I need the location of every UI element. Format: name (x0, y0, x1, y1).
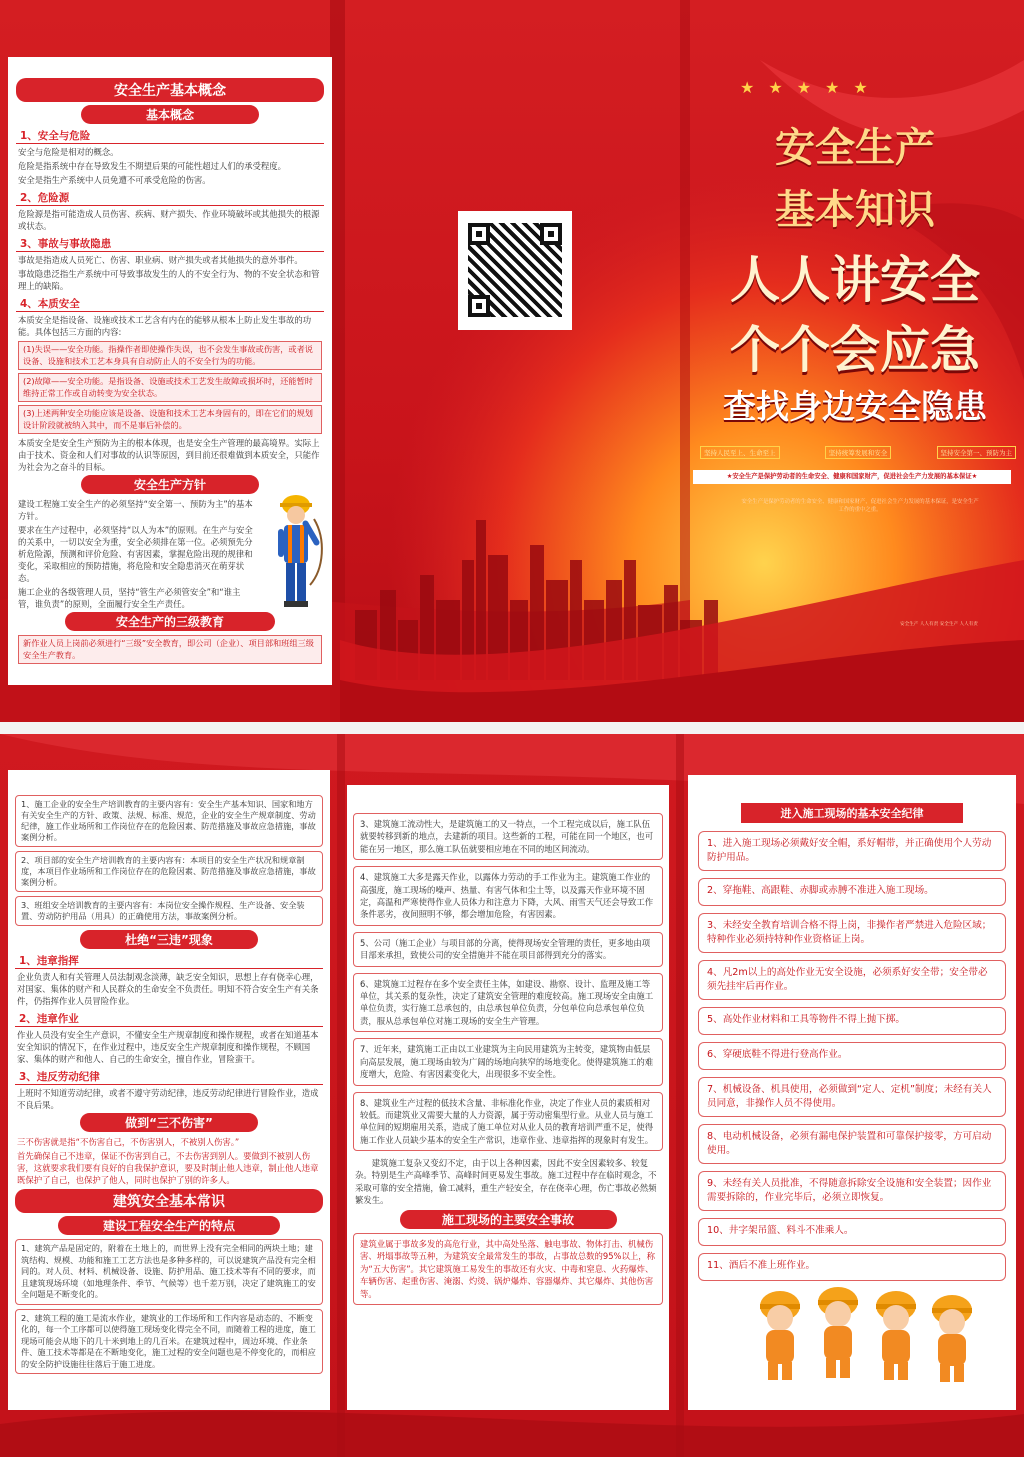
section-hazard-source: 2、危险源 (16, 190, 324, 206)
list-item: 3、班组安全培训教育的主要内容有：本岗位安全操作规程、生产设备、安全装置、劳动防护用品（用具）的正确使用方法，事故案例分析。 (15, 896, 323, 926)
three-no-harm-title: 做到“三不伤害” (80, 1113, 259, 1132)
text: 上班时不知道劳动纪律，或者不遵守劳动纪律，违反劳动纪律进行冒险作业，造成不良后果。 (17, 1088, 319, 1110)
concepts-title: 安全生产基本概念 (16, 78, 324, 102)
cover-title-line3: 人人讲安全 (730, 250, 980, 309)
cover-title-line5: 查找身边安全隐患 (723, 387, 987, 426)
list-item: 5、公司（施工企业）与项目部的分离，使得现场安全管理的责任，更多地由项目部来承担，致使公司的安全措施并不能在项目部得到充分的落实。 (353, 932, 663, 967)
text: 事故是指造成人员死亡、伤害、职业病、财产损失或者其他损失的意外事件。 (18, 255, 303, 265)
common-knowledge-title: 建筑安全基本常识 (15, 1189, 323, 1213)
education-box: 新作业人员上岗前必须进行“三级”安全教育，即公司（企业）、项目部和班组三级安全生产教育。 (18, 635, 322, 664)
rule-item: 10、井字架吊篮、料斗不准乘人。 (698, 1218, 1006, 1246)
text: 三不伤害就是指“不伤害自己，不伤害别人，不被别人伤害。” (17, 1137, 240, 1147)
rule-item: 6、穿硬底鞋不得进行登高作业。 (698, 1042, 1006, 1070)
note-box: (1)失误——安全功能。指操作者即使操作失误，也不会发生事故或伤害，或者说设备、设施和技术工艺本身具有自动防止人的不安全行为的功能。 (18, 341, 322, 370)
qr-finder-icon (468, 295, 490, 317)
training-panel (8, 770, 330, 1410)
list-item: 7、近年来，建筑施工正由以工业建筑为主向民用建筑为主转变，建筑物由低层向高层发展，施工现场由较为广阔的场地向狭窄的场地变化。使得建筑施工的难度增大，危险、有害因素变化大，出现很多不安全性。 (353, 1038, 663, 1085)
rule-item: 1、进入施工现场必须戴好安全帽，系好帽带，并正确使用个人劳动防护用品。 (698, 831, 1006, 871)
text: 事故隐患泛指生产系统中可导致事故发生的人的不安全行为、物的不安全状态和管理上的缺陷。 (18, 269, 320, 291)
section-accident-hazard: 3、事故与事故隐患 (16, 236, 324, 252)
rule-item: 5、高处作业材料和工具等物件不得上抛下掷。 (698, 1007, 1006, 1035)
list-item: 2、建筑工程的施工是流水作业，建筑业的工作场所和工作内容是动态的、不断变化的，每一个工序都可以使得施工现场变化得完全不同，而随着工程的进度，施工现场可能会从地下的几十米到地上的几百米。在建筑过程中，周边环境、作业条件、施工技术等都是在不断地变化，施工过程的安全问题也是不停变化的，而相应的安全防护设施往往落后于施工进度。 (15, 1309, 323, 1375)
section-safety-danger: 1、安全与危险 (16, 128, 324, 144)
section-intrinsic-safety: 4、本质安全 (16, 296, 324, 312)
text: 建设工程施工安全生产的必须坚持“安全第一、预防为主”的基本方针。 (18, 499, 253, 521)
cover-title-line4: 个个会应急 (730, 320, 980, 379)
rule-item: 3、未经安全教育培训合格不得上岗，非操作者严禁进入危险区域；特种作业必须持特种作业资格证上岗。 (698, 913, 1006, 953)
slogan: 坚持人民至上、生命至上 (700, 446, 780, 459)
text: 建筑施工复杂又变幻不定，由于以上各种因素，因此不安全因素较多、较复杂。特别是生产高峰季节、高峰时间更易发生事故。施工过程中存在临时观念，不采取可靠的安全措施，偷工减料，重生产轻安全，存在侥幸心理，伤亡事故必然频繁发生。 (355, 1158, 657, 1205)
cover-banner-bar: ★安全生产是保护劳动者的生命安全、健康和国家财产，促进社会生产力发展的基本保证★ (693, 470, 1011, 484)
qr-code-card (458, 211, 572, 330)
rule-item: 8、电动机械设备，必须有漏电保护装置和可靠保护接零，方可启动使用。 (698, 1124, 1006, 1164)
list-item: 2、项目部的安全生产培训教育的主要内容有：本项目的安全生产状况和规章制度，本项目作业场所和工作岗位存在的危险因素、防范措施及事故应急措施，事故案例分析。 (15, 851, 323, 892)
text: 首先确保自己不违章，保证不伤害到自己，不去伤害到别人。要做到不被别人伤害，这就要求我们要有良好的自我保护意识，要及时制止他人违章，制止他人违章既保护了自己，也保护了他人，同时也保护了别的许多人。 (17, 1151, 319, 1185)
list-item: 3、建筑施工流动性大，是建筑施工的又一特点，一个工程完成以后，施工队伍就要转移到新的地点，去建新的项目。这些新的工程，可能在同一个地区，也可能在另一地区，那么施工队伍就要相应地在不同的地区间流动。 (353, 813, 663, 860)
slogan: 坚持统筹发展和安全 (825, 446, 892, 459)
brochure-outer-side (0, 0, 1024, 722)
text: 要求在生产过程中，必须坚持“以人为本”的原则。在生产与安全的关系中，一切以安全为重，安全必须排在第一位。必须预先分析危险源，预测和评价危险、有害因素，掌握危险出现的规律和变化，采取相应的预防措施，将危险和安全隐患消灭在萌芽状态。 (18, 525, 253, 583)
list-item: 6、建筑施工过程存在多个安全责任主体，如建设、勘察、设计、监理及施工等单位，其关系的复杂性，决定了建筑安全管理的难度较高。施工现场安全由施工单位负责，实行施工总承包的，由总承包单位负责，分包单位向总承包单位负责，服从总承包单位对施工现场的安全生产管理。 (353, 973, 663, 1033)
list-item: 8、建筑业生产过程的低技术含量、非标准化作业，决定了作业人员的素质相对较低。而建筑业又需要大量的人力资源，属于劳动密集型行业。从业人员与施工单位间的短期雇用关系，造成了施工单位对从业人员的教育培训严重不足，使得施工作业人员缺少基本的安全生产常识，违章作业、违章指挥的现象时有发生。 (353, 1092, 663, 1152)
page-gap (0, 722, 1024, 734)
rule-item: 9、未经有关人员批准，不得随意拆除安全设施和安全装置；因作业需要拆除的，作业完毕后，必须立即恢复。 (698, 1171, 1006, 1211)
text: 本质安全是指设备、设施或技术工艺含有内在的能够从根本上防止发生事故的功能。具体包括三方面的内容: (18, 315, 312, 337)
rule-item: 4、凡2m以上的高处作业无安全设施，必须系好安全带；安全带必须先挂牢后再作业。 (698, 960, 1006, 1000)
cover-fine-print-corner: 安全生产 人人有责 安全生产 人人有责 (900, 622, 978, 627)
rule-item: 2、穿拖鞋、高跟鞋、赤脚或赤膊不准进入施工现场。 (698, 878, 1006, 906)
worker-illustration-icon (266, 489, 328, 615)
features-panel (347, 785, 669, 1410)
features-title: 建设工程安全生产的特点 (58, 1216, 280, 1235)
cover-title-line2: 基本知识 (775, 186, 935, 233)
list-item: 4、建筑施工大多是露天作业，以露体力劳动的手工作业为主。建筑施工作业的高强度，施工现场的噪声、热量、有害气体和尘土等，以及露天作业环境不固定，高温和严寒使得作业人员体力和注意力下降，大风、雨雪天气还会导致工作条件恶劣，夜间照明不够，都会增加危险，有害因素。 (353, 866, 663, 926)
safety-kids-illustration-icon (750, 1278, 990, 1388)
discipline-title: 进入施工现场的基本安全纪律 (741, 803, 963, 823)
qr-finder-icon (468, 223, 490, 245)
text: 危险是指系统中存在导致发生不期望后果的可能性超过人们的承受程度。 (18, 161, 286, 171)
section-title: 1、违章指挥 (15, 953, 323, 969)
section-title: 3、违反劳动纪律 (15, 1069, 323, 1085)
three-violations-title: 杜绝“三违”现象 (80, 930, 259, 949)
rule-item: 11、酒后不准上班作业。 (698, 1253, 1006, 1281)
cover-title-line1: 安全生产 (775, 124, 935, 171)
text: 危险源是指可能造成人员伤害、疾病、财产损失、作业环境破坏或其他损失的根源或状态。 (18, 209, 320, 231)
text: 安全与危险是相对的概念。 (18, 147, 119, 157)
text: 安全是指生产系统中人员免遭不可承受危险的伤害。 (18, 175, 211, 185)
list-item: 1、施工企业的安全生产培训教育的主要内容有：安全生产基本知识、国家和地方有关安全生产的方针、政策、法规、标准、规范，企业的安全生产规章制度、劳动纪律，施工作业场所和工作岗位存在的危险因素、防范措施及事故应急措施，事故案例分析。 (15, 795, 323, 847)
text: 施工企业的各级管理人员，坚持“管生产必须管安全”和“谁主管，谁负责”的原则，全面履行安全生产责任。 (18, 587, 241, 609)
accidents-box: 建筑业属于事故多发的高危行业，其中高处坠落、触电事故、物体打击、机械伤害、坍塌事故等五种，为建筑安全最常发生的事故，占事故总数的95%以上，称为“五大伤害”。其它建筑施工易发生的事故还有火灾、中毒和窒息、火药爆炸、车辆伤害、起重伤害、淹溺、灼烫、锅炉爆炸、容器爆炸、其它爆炸、其他伤害等。 (353, 1233, 663, 1305)
cover-fine-print: 安全生产是保护劳动者的生命安全、健康和国家财产，促进社会生产力发展的基本保证，是安全生产工作的重中之重。 (741, 499, 979, 513)
policy-title: 安全生产方针 (81, 475, 260, 494)
basic-concepts-subtitle: 基本概念 (81, 105, 260, 124)
qr-finder-icon (540, 223, 562, 245)
rule-item: 7、机械设备、机具使用，必须做到“定人、定机”制度；未经有关人员同意，非操作人员不得使用。 (698, 1077, 1006, 1117)
list-item: 1、建筑产品是固定的，附着在土地上的，而世界上没有完全相同的两块土地；建筑结构、规模、功能和施工工艺方法也是多种多样的，可以说建筑产品没有完全相同的。对人员、材料、机械设备、设施、防护用品、施工技术等有不同的要求，而且建筑现场环境（如地理条件、季节、气候等）也千差万别，决定了建筑施工的安全问题是不断变化的。 (15, 1239, 323, 1305)
accidents-title: 施工现场的主要安全事故 (400, 1210, 617, 1229)
education-title: 安全生产的三级教育 (65, 612, 274, 631)
text: 企业负责人和有关管理人员法制观念淡薄，缺乏安全知识，思想上存有侥幸心理，对国家、集体的财产和人民群众的生命安全不负责任。明知不符合安全生产有关条件，仍指挥作业人员冒险作业。 (17, 972, 319, 1006)
concepts-panel (8, 57, 332, 685)
text: 本质安全是安全生产预防为主的根本体现，也是安全生产管理的最高境界。实际上由于技术、资金和人们对事故的认识等原因，到目前还很难做到本质安全，只能作为社会为之奋斗的目标。 (18, 438, 320, 472)
cover-slogans (700, 446, 1016, 459)
note-box: (3)上述两种安全功能应该是设备、设施和技术工艺本身固有的，即在它们的规划设计阶段就被纳入其中，而不是事后补偿的。 (18, 405, 322, 434)
text: 作业人员没有安全生产意识，不懂安全生产规章制度和操作规程，或者在知道基本安全知识的情况下，在作业过程中，违反安全生产规章制度和操作规程，不顾国家、集体的财产和他人、自己的生命安全，擅自作业，冒险蛮干。 (17, 1030, 319, 1064)
note-box: (2)故障——安全功能。是指设备、设施或技术工艺发生故障或损坏时，还能暂时维持正常工作或自动转变为安全状态。 (18, 373, 322, 402)
slogan: 坚持安全第一、预防为主 (937, 446, 1017, 459)
star-row-icon: ★★★★★ (740, 78, 882, 97)
section-title: 2、违章作业 (15, 1011, 323, 1027)
